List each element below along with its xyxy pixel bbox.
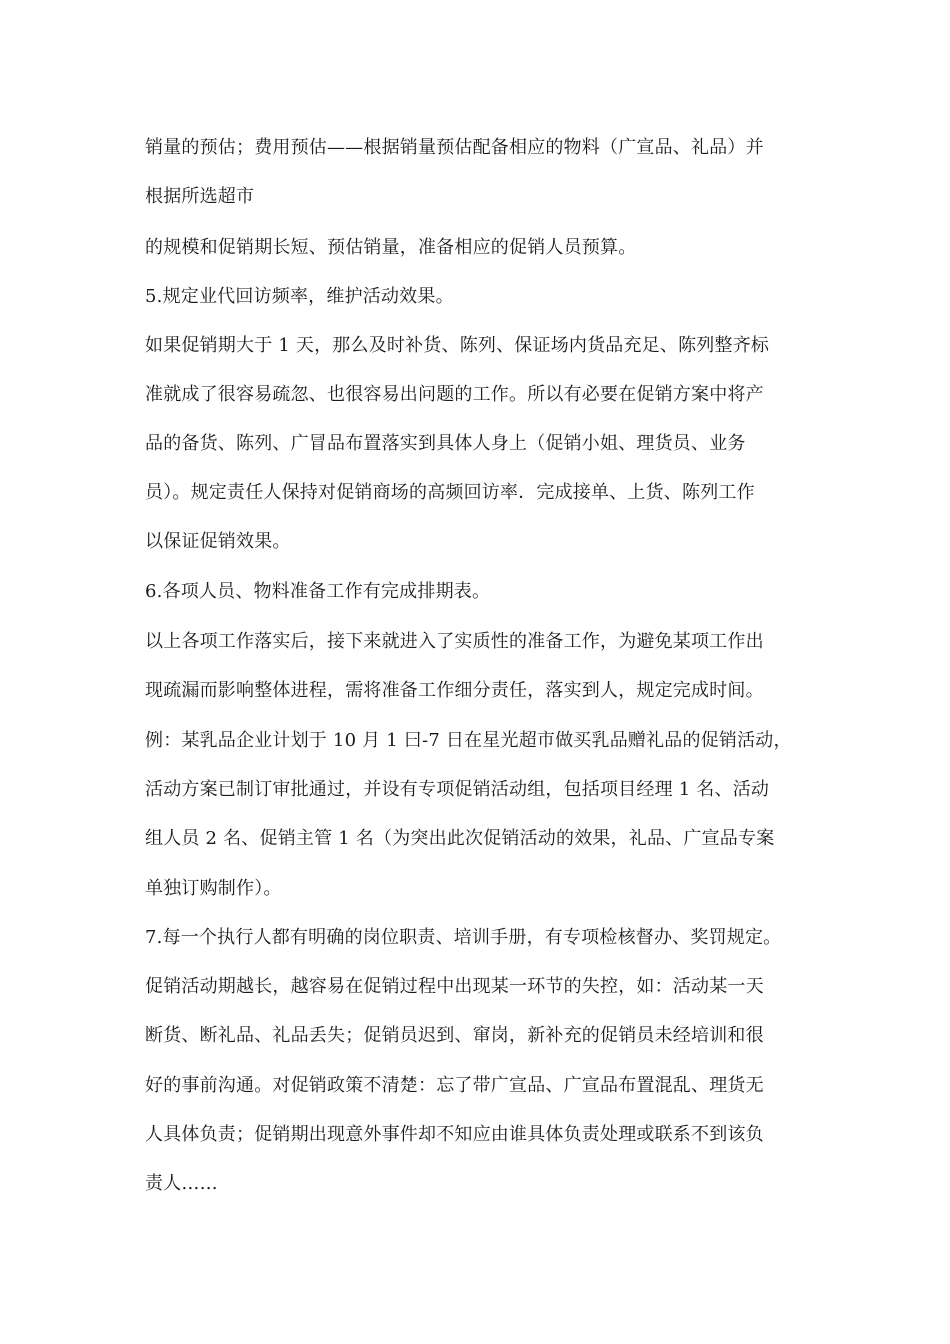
section-heading-6: 6.各项人员、物料准备工作有完成排期表。	[145, 581, 491, 602]
text-line: 以上各项工作落实后，接下来就进入了实质性的准备工作，为避免某项工作出	[145, 631, 764, 652]
section-heading-7: 7.每一个执行人都有明确的岗位职责、培训手册，有专项检核督办、奖罚规定。	[145, 927, 782, 948]
text-line: 促销活动期越长，越容易在促销过程中出现某一环节的失控，如：活动某一天	[145, 976, 764, 997]
text-line: 以保证促销效果。	[145, 531, 291, 552]
text-line: 例：某乳品企业计划于 10 月 1 曰-7 日在星光超市做买乳品赠礼品的促销活动，	[145, 730, 792, 751]
text-line: 根据所选超市	[145, 186, 255, 207]
text-line: 人具体负责；促销期出现意外事件却不知应由谁具体负责处理或联系不到该负	[145, 1124, 764, 1145]
text-line: 销量的预估；费用预估——根据销量预估配备相应的物料（广宣品、礼品）并	[145, 137, 764, 158]
text-line: 单独订购制作）。	[145, 878, 282, 899]
text-line: 如果促销期大于 1 天，那么及时补货、陈列、保证场内货品充足、陈列整齐标	[145, 335, 770, 356]
text-line: 员）。规定责任人保持对促销商场的高频回访率．完成接单、上货、陈列工作	[145, 482, 755, 503]
text-line: 责人……	[145, 1173, 218, 1194]
text-line: 好的事前沟通。对促销政策不清楚：忘了带广宣品、广宣品布置混乱、理货无	[145, 1075, 764, 1096]
text-line: 断货、断礼品、礼品丢失；促销员迟到、窜岗，新补充的促销员未经培训和很	[145, 1025, 764, 1046]
section-heading-5: 5.规定业代回访频率，维护活动效果。	[145, 286, 454, 307]
text-line: 现疏漏而影响整体进程，需将准备工作细分责任，落实到人，规定完成时间。	[145, 680, 764, 701]
text-line: 准就成了很容易疏忽、也很容易出问题的工作。所以有必要在促销方案中将产	[145, 384, 764, 405]
text-line: 的规模和促销期长短、预估销量，准备相应的促销人员预算。	[145, 237, 637, 258]
text-line: 活动方案已制订审批通过，并设有专项促销活动组，包括项目经理 1 名、活动	[145, 779, 770, 800]
text-line: 组人员 2 名、促销主管 1 名（为突出此次促销活动的效果，礼品、广宣品专案	[145, 828, 775, 849]
text-line: 品的备货、陈列、广冒品布置落实到具体人身上（促销小姐、理货员、业务	[145, 433, 746, 454]
